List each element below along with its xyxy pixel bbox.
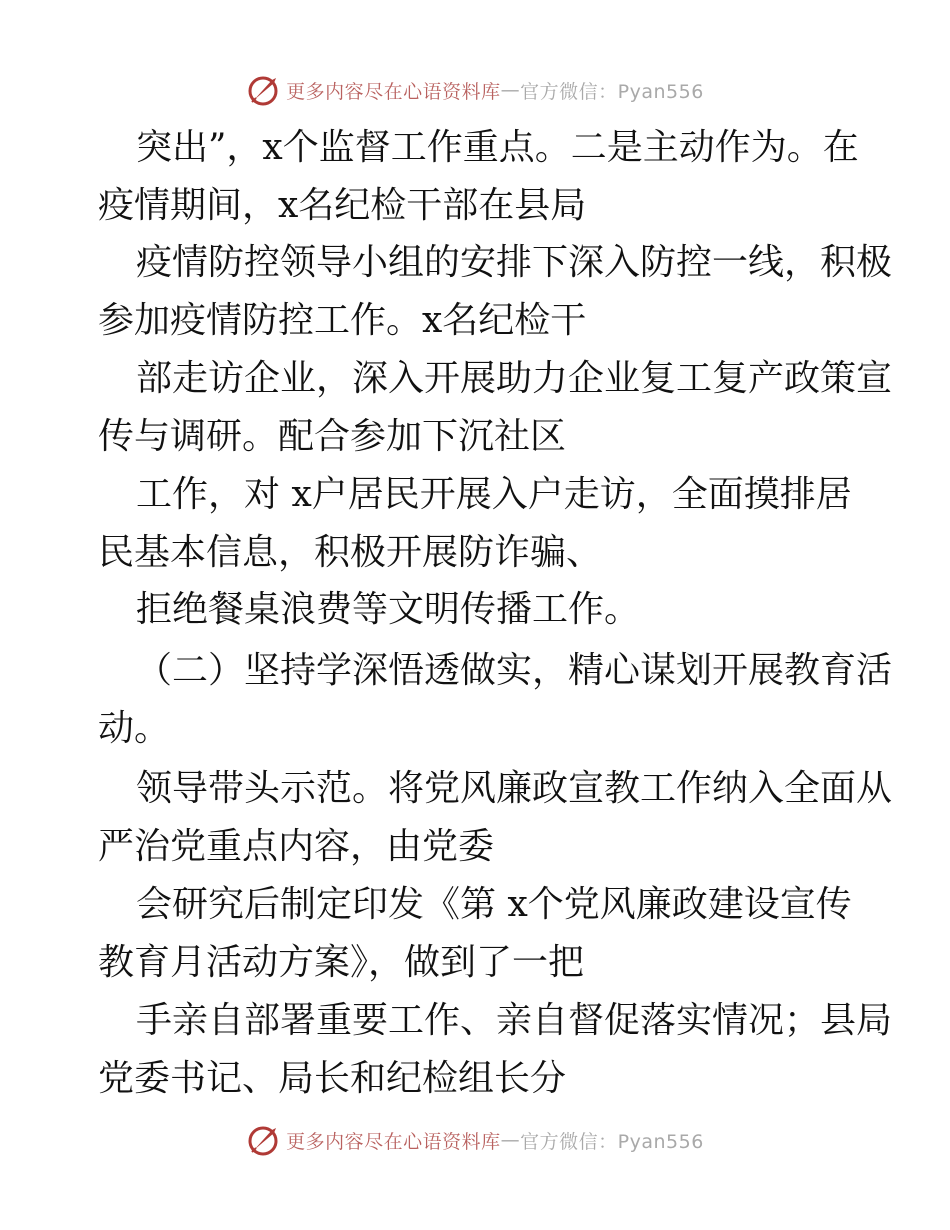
quill-circle-logo-icon (246, 72, 282, 108)
body-line-11: 动。 (98, 708, 171, 749)
banner-title: 更多内容尽在心语资料库 (286, 80, 501, 103)
body-line-12: 领导带头示范。将党风廉政宣教工作纳入全面从 (136, 768, 893, 809)
body-line-15: 教育月活动方案》，做到了一把 (98, 942, 585, 983)
body-line-2: 疫情期间，x名纪检干部在县局 (98, 185, 587, 226)
body-line-6: 传与调研。配合参加下沉社区 (98, 416, 567, 457)
body-line-13: 严治党重点内容，由党委 (98, 826, 495, 867)
header-watermark-banner (0, 70, 950, 110)
body-line-9: 拒绝餐桌浪费等文明传播工作。 (136, 589, 641, 630)
body-line-14: 会研究后制定印发《第 x个党风廉政建设宣传 (136, 884, 852, 925)
body-line-17: 党委书记、局长和纪检组长分 (98, 1058, 567, 1099)
body-line-1: 突出”，x个监督工作重点。二是主动作为。在 (136, 127, 859, 168)
banner-contact: 官方微信：Pyan556 (520, 1130, 704, 1153)
body-line-4: 参加疫情防控工作。x名纪检干 (98, 300, 587, 341)
body-line-8: 民基本信息，积极开展防诈骗、 (98, 532, 603, 573)
banner-title: 更多内容尽在心语资料库 (286, 1130, 501, 1153)
banner-dash: — (500, 1129, 521, 1151)
banner-dash: — (500, 79, 521, 101)
body-line-5: 部走访企业，深入开展助力企业复工复产政策宣 (136, 358, 893, 399)
body-line-3: 疫情防控领导小组的安排下深入防控一线，积极 (136, 242, 893, 283)
footer-watermark-banner (0, 1120, 950, 1160)
body-line-7: 工作，对 x户居民开展入户走访，全面摸排居 (136, 474, 852, 515)
banner-contact: 官方微信：Pyan556 (520, 80, 704, 103)
quill-circle-logo-icon (246, 1122, 282, 1158)
body-line-10: （二）坚持学深悟透做实，精心谋划开展教育活 (136, 650, 893, 691)
body-line-16: 手亲自部署重要工作、亲自督促落实情况；县局 (136, 1000, 893, 1041)
